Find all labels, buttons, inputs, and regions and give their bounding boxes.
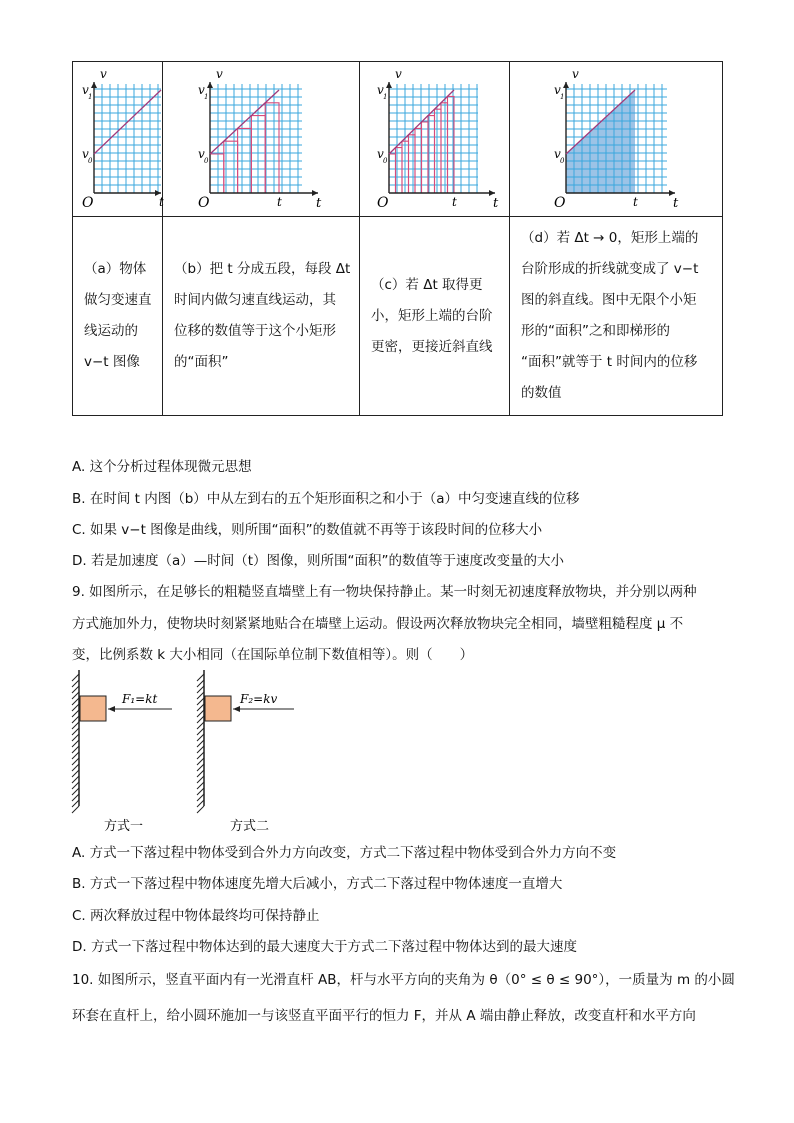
q8-option-d[interactable]: D. 若是加速度（a）—时间（t）图像，则所围“面积”的数值等于速度改变量的大小	[72, 553, 565, 569]
wall-hatch	[72, 698, 79, 705]
v-axis-arrow	[91, 82, 97, 88]
wall-hatch	[72, 704, 79, 711]
wall-hatch	[197, 710, 204, 717]
graph-cell-d	[510, 62, 723, 217]
wall-hatch	[197, 752, 204, 759]
v1-label: v	[554, 83, 561, 97]
caption-line: 线运动的	[84, 323, 138, 339]
method-1-label: 方式一	[104, 819, 144, 834]
origin-label: O	[198, 195, 210, 211]
caption-line: 时间内做匀速直线运动，其	[174, 292, 336, 308]
q10-stem-line: 环套在直杆上，给小圆环施加一与该竖直平面平行的恒力 F，并从 A 端由静止释放，改变直杆和水平方向	[72, 1008, 696, 1024]
t-axis-label: t	[316, 196, 322, 211]
wall-hatch	[197, 788, 204, 795]
t-mark-label: t	[277, 195, 282, 209]
area-rectangle	[422, 122, 429, 193]
wall-hatch	[197, 782, 204, 789]
area-rectangle	[441, 103, 448, 193]
vt-graph-c	[360, 62, 510, 216]
vt-graph-b	[163, 62, 360, 216]
force-label-2: F₂=kv	[240, 692, 278, 706]
wall-hatch	[72, 758, 79, 765]
block-1	[80, 696, 106, 721]
q10-stem-line: 10. 如图所示，竖直平面内有一光滑直杆 AB，杆与水平方向的夹角为 θ（0° ≤ θ ≤ 90°），一质量为 m 的小圆	[72, 972, 735, 988]
wall-hatch	[72, 716, 79, 723]
wall-hatch	[72, 782, 79, 789]
wall-hatch	[72, 728, 79, 735]
caption-line: 形的“面积”之和即梯形的	[521, 323, 670, 339]
caption-a	[73, 217, 163, 416]
wall-1	[72, 670, 79, 813]
q9-option-b[interactable]: B. 方式一下落过程中物体速度先增大后减小，方式二下落过程中物体速度一直增大	[72, 876, 563, 892]
wall-hatch	[197, 734, 204, 741]
wall-hatch	[197, 770, 204, 777]
wall-hatch	[72, 764, 79, 771]
caption-line: （d）若 Δt → 0，矩形上端的	[521, 230, 699, 246]
wall-hatch	[197, 674, 204, 681]
v0-subscript: 0	[88, 157, 93, 165]
v-axis-label: v	[572, 67, 579, 81]
wall-hatch	[197, 692, 204, 699]
v0-label: v	[554, 147, 561, 161]
q9-stem-line: 9. 如图所示，在足够长的粗糙竖直墙壁上有一物块保持静止。某一时刻无初速度释放物块，并分别以两种	[72, 584, 697, 600]
caption-d	[510, 217, 723, 416]
origin-label: O	[554, 195, 566, 211]
caption-line: 位移的数值等于这个小矩形	[174, 323, 336, 339]
vt-graph-d	[510, 62, 723, 216]
block-2	[205, 696, 231, 721]
q9-option-a[interactable]: A. 方式一下落过程中物体受到合外力方向改变，方式二下落过程中物体受到合外力方向不变	[72, 845, 617, 861]
area-rectangle	[396, 148, 403, 193]
v1-subscript: 1	[383, 93, 388, 101]
caption-line: （c）若 Δt 取得更	[371, 276, 483, 293]
vt-line	[210, 90, 279, 154]
graph-cell-c	[360, 62, 510, 217]
v-axis-arrow	[207, 82, 213, 88]
v0-label: v	[82, 147, 89, 161]
wall-hatch	[197, 704, 204, 711]
q9-option-c[interactable]: C. 两次释放过程中物体最终均可保持静止	[72, 908, 320, 924]
v0-label: v	[377, 147, 384, 161]
graph-cell-b	[163, 62, 360, 217]
wall-hatch	[197, 758, 204, 765]
wall-hatch	[72, 734, 79, 741]
q9-option-d[interactable]: D. 方式一下落过程中物体达到的最大速度大于方式二下落过程中物体达到的最大速度	[72, 939, 577, 955]
t-axis-label: t	[673, 196, 679, 211]
origin-label: O	[82, 195, 94, 211]
q9-stem-line: 方式施加外力，使物块时刻紧紧地贴合在墙壁上运动。假设两次释放物块完全相同，墙壁粗糙程度 μ 不	[72, 616, 684, 632]
wall-hatch	[72, 740, 79, 747]
v-axis-arrow	[563, 82, 569, 88]
wall-hatch	[72, 674, 79, 681]
t-mark-label: t	[633, 195, 638, 209]
wall-hatch	[72, 770, 79, 777]
v0-subscript: 0	[383, 157, 388, 165]
wall-hatch	[72, 710, 79, 717]
wall-hatch	[197, 716, 204, 723]
caption-line: 的数值	[521, 385, 562, 401]
wall-force-figure	[64, 666, 324, 842]
wall-hatch	[72, 686, 79, 693]
wall-hatch	[72, 806, 79, 813]
v-axis-arrow	[386, 82, 392, 88]
caption-line: “面积”就等于 t 时间内的位移	[521, 354, 698, 370]
caption-line: 台阶形成的折线就变成了 v−t	[521, 261, 699, 277]
v-axis-label: v	[395, 67, 402, 81]
wall-hatch	[197, 740, 204, 747]
area-rectangle	[435, 109, 442, 193]
wall-hatch	[197, 794, 204, 801]
caption-line: 更密，更接近斜直线	[371, 338, 493, 355]
caption-line: v−t 图像	[84, 354, 140, 370]
q8-option-b[interactable]: B. 在时间 t 内图（b）中从左到右的五个矩形面积之和小于（a）中匀变速直线的位移	[72, 491, 580, 507]
wall-hatch	[72, 794, 79, 801]
wall-hatch	[197, 728, 204, 735]
graph-cell-a	[73, 62, 163, 217]
caption-c	[360, 217, 510, 416]
v0-subscript: 0	[204, 157, 209, 165]
origin-label: O	[377, 195, 389, 211]
caption-line: 的“面积”	[174, 354, 229, 370]
area-rectangle	[409, 135, 416, 193]
v1-label: v	[82, 83, 89, 97]
t-mark-label: t	[452, 195, 457, 209]
caption-line: （a）物体	[84, 261, 147, 277]
wall-hatch	[197, 776, 204, 783]
wall-hatch	[72, 800, 79, 807]
v-axis-label: v	[216, 67, 223, 81]
wall-hatch	[197, 698, 204, 705]
t-axis-label: t	[493, 196, 499, 211]
v1-label: v	[377, 83, 384, 97]
area-rectangle	[265, 103, 279, 193]
v1-subscript: 1	[204, 93, 209, 101]
q8-option-a[interactable]: A. 这个分析过程体现微元思想	[72, 459, 252, 475]
q8-option-c[interactable]: C. 如果 v−t 图像是曲线，则所围“面积”的数值就不再等于该段时间的位移大小	[72, 522, 543, 538]
v0-subscript: 0	[560, 157, 565, 165]
wall-hatch	[197, 680, 204, 687]
force-label-1: F₁=kt	[122, 692, 158, 706]
v0-label: v	[198, 147, 205, 161]
wall-hatch	[72, 692, 79, 699]
vt-figure-table	[72, 61, 723, 416]
wall-hatch	[197, 764, 204, 771]
wall-hatch	[72, 680, 79, 687]
wall-hatch	[197, 722, 204, 729]
wall-hatch	[72, 776, 79, 783]
wall-hatch	[197, 800, 204, 807]
area-rectangle	[210, 154, 224, 193]
q9-stem-line: 变，比例系数 k 大小相同（在国际单位制下数值相等）。则（ ）	[72, 647, 474, 663]
caption-line: 图的斜直线。图中无限个小矩	[521, 292, 697, 308]
caption-line: 小，矩形上端的台阶	[371, 307, 493, 324]
v1-subscript: 1	[88, 93, 93, 101]
caption-line: （b）把 t 分成五段，每段 Δt	[174, 261, 351, 277]
wall-hatch	[72, 788, 79, 795]
t-mark-label: t	[159, 195, 164, 209]
area-rectangle	[389, 154, 396, 193]
v1-subscript: 1	[560, 93, 565, 101]
method-2-label: 方式二	[230, 819, 270, 834]
wall-hatch	[197, 746, 204, 753]
wall-hatch	[197, 806, 204, 813]
vt-graph-a	[73, 62, 163, 216]
v-axis-label: v	[100, 67, 107, 81]
wall-hatch	[72, 746, 79, 753]
v1-label: v	[198, 83, 205, 97]
wall-2	[197, 670, 204, 813]
wall-hatch	[197, 686, 204, 693]
caption-b	[163, 217, 360, 416]
vt-line	[94, 90, 161, 154]
wall-hatch	[72, 722, 79, 729]
wall-hatch	[72, 752, 79, 759]
caption-line: 做匀变速直	[84, 292, 152, 308]
